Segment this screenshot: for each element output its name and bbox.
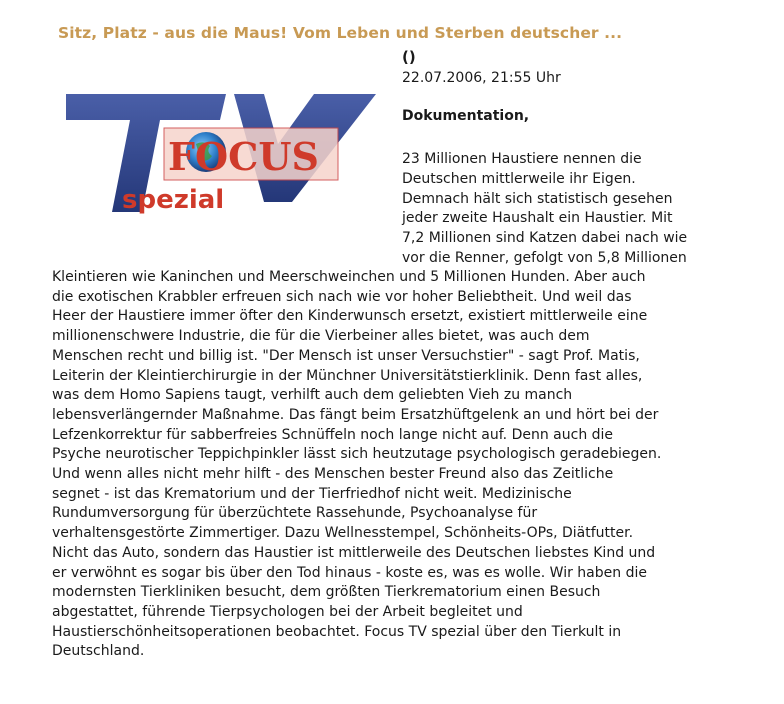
body-line: was dem Homo Sapiens taugt, verhilft auch dem geliebten Vieh zu manch bbox=[52, 387, 573, 404]
article-datetime: 22.07.2006, 21:55 Uhr bbox=[402, 70, 561, 86]
body-line: Kleintieren wie Kaninchen und Meerschweinchen und 5 Millionen Hunden. Aber auch bbox=[52, 269, 646, 285]
body-line: verhaltensgestörte Zimmertiger. Dazu Wellnesstempel, Schönheits-OPs, Diätfutter. bbox=[52, 525, 634, 542]
logo-spezial-text: spezial bbox=[122, 185, 225, 215]
body-line: jeder zweite Haushalt ein Haustier. Mit bbox=[402, 210, 673, 227]
body-line: Haustierschönheitsoperationen beobachtet. Focus TV spezial über den Tierkult in bbox=[52, 623, 622, 640]
article-paren: () bbox=[402, 48, 416, 66]
body-line: millionenschwere Industrie, die für die Vierbeiner alles bietet, was auch dem bbox=[52, 328, 590, 345]
body-line: 23 Millionen Haustiere nennen die bbox=[402, 151, 642, 167]
article-meta bbox=[402, 46, 561, 89]
article-category: Dokumentation, bbox=[402, 108, 530, 124]
body-line: Und wenn alles nicht mehr hilft - des Menschen bester Freund also das Zeitliche bbox=[52, 466, 614, 482]
body-line: Menschen recht und billig ist. "Der Mensch ist unser Versuchstier" - sagt Prof. Matis, bbox=[52, 347, 640, 364]
body-line: Heer der Haustiere immer öfter den Kinderwunsch ersetzt, existiert mittlerweile eine bbox=[52, 308, 648, 325]
body-line: 7,2 Millionen sind Katzen dabei nach wie bbox=[402, 230, 688, 247]
body-line: Psyche neurotischer Teppichpinkler lässt sich heutzutage psychologisch geradebiegen. bbox=[52, 446, 662, 463]
body-line: segnet - ist das Krematorium und der Tierfriedhof nicht weit. Medizinische bbox=[52, 485, 572, 502]
body-line: modernsten Tierkliniken besucht, dem größten Tierkrematorium einen Besuch bbox=[52, 584, 601, 601]
body-line: Deutschland. bbox=[52, 643, 145, 660]
body-line: Rundumversorgung für überzüchtete Rassehunde, Psychoanalyse für bbox=[52, 505, 538, 522]
body-line: Deutschen mittlerweile ihr Eigen. bbox=[402, 170, 636, 187]
body-line: Lefzenkorrektur für sabberfreies Schnüffeln noch lange nicht auf. Denn auch die bbox=[52, 426, 614, 443]
body-line: vor die Renner, gefolgt von 5,8 Millionen bbox=[402, 250, 687, 266]
body-line: lebensverlängernder Maßnahme. Das fängt beim Ersatzhüftgelenk an und hört bei der bbox=[52, 406, 659, 423]
body-line: Leiterin der Kleintierchirurgie in der Münchner Universitätstierklinik. Denn fast alles, bbox=[52, 367, 643, 384]
article-title[interactable]: Sitz, Platz - aus die Maus! Vom Leben und Sterben deutscher ... bbox=[58, 24, 623, 42]
focus-tv-spezial-logo bbox=[64, 94, 376, 216]
body-line: Demnach hält sich statistisch gesehen bbox=[402, 190, 673, 207]
logo-focus-text: FOCUS bbox=[168, 134, 319, 179]
body-line: er verwöhnt es sogar bis über den Tod hinaus - koste es, was es wolle. Wir haben die bbox=[52, 564, 647, 581]
body-line: die exotischen Krabbler erfreuen sich nach wie vor hoher Beliebtheit. Und weil das bbox=[52, 288, 632, 305]
body-line: Nicht das Auto, sondern das Haustier ist mittlerweile des Deutschen liebstes Kind und bbox=[52, 544, 656, 561]
body-line: abgestattet, führende Tierpsychologen bei der Arbeit begleitet und bbox=[52, 603, 523, 620]
